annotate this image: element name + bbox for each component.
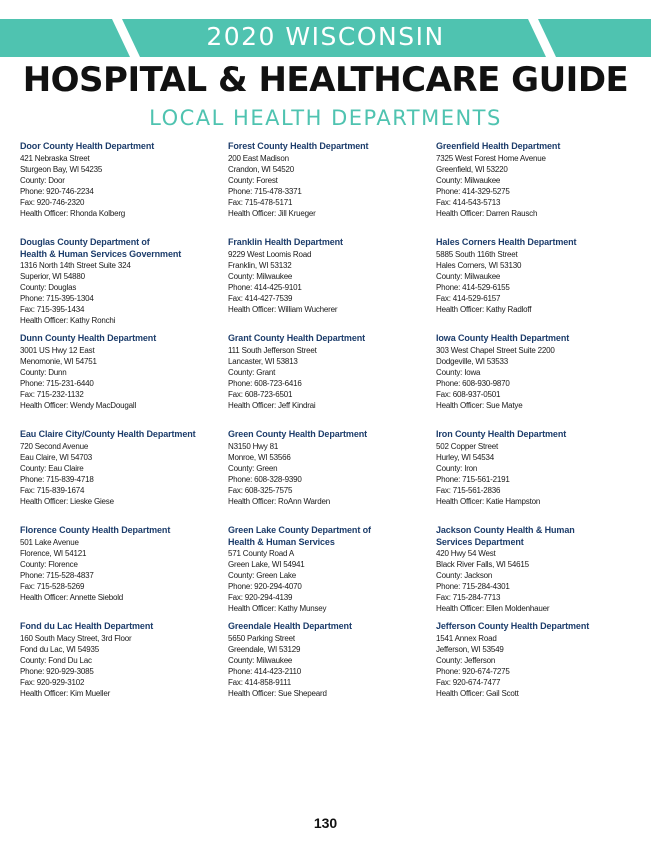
phone-line: Phone: 608-723-6416 xyxy=(228,378,302,388)
county-line: County: Green xyxy=(228,463,278,473)
phone-line: Phone: 608-328-9390 xyxy=(228,474,302,484)
address-line: 160 South Macy Street, 3rd Floor xyxy=(20,633,132,643)
health-officer-line: Health Officer: Annette Siebold xyxy=(20,592,124,602)
county-line: County: Dunn xyxy=(20,367,67,377)
fax-line: Fax: 608-937-0501 xyxy=(436,389,501,399)
fax-line: Fax: 715-395-1434 xyxy=(20,305,85,314)
health-officer-line: Health Officer: Kim Mueller xyxy=(20,688,111,698)
address-line: N3150 Hwy 81 xyxy=(228,441,279,451)
department-name: Douglas County Department of Health & Human Services Government xyxy=(20,237,182,259)
department-name: Jackson County Health & Human Services Department xyxy=(436,525,575,547)
fax-line: Fax: 414-529-6157 xyxy=(436,293,501,303)
department-entry xyxy=(436,237,641,333)
department-entry xyxy=(228,237,433,333)
health-officer-line: Health Officer: Kathy Munsey xyxy=(228,604,327,613)
city-line: Menomonie, WI 54751 xyxy=(20,356,97,366)
department-entry xyxy=(436,141,641,237)
fax-line: Fax: 920-929-3102 xyxy=(20,677,85,687)
fax-line: Fax: 920-746-2320 xyxy=(20,197,85,207)
department-entry xyxy=(436,333,641,429)
health-officer-line: Health Officer: Jill Krueger xyxy=(228,208,316,218)
department-entry xyxy=(228,621,433,717)
health-officer-line: Health Officer: Wendy MacDougall xyxy=(20,400,137,410)
address-line: 420 Hwy 54 West xyxy=(436,549,496,558)
address-line: 111 South Jefferson Street xyxy=(228,345,317,355)
phone-line: Phone: 608-930-9870 xyxy=(436,378,510,388)
county-line: County: Grant xyxy=(228,367,276,377)
department-name: Fond du Lac Health Department xyxy=(20,621,154,631)
page-title: HOSPITAL & HEALTHCARE GUIDE xyxy=(22,60,629,100)
phone-line: Phone: 920-929-3085 xyxy=(20,666,94,676)
health-officer-line: Health Officer: Gail Scott xyxy=(436,688,519,698)
department-entry xyxy=(228,333,433,429)
department-name: Forest County Health Department xyxy=(228,141,369,151)
address-line: 5885 South 116th Street xyxy=(436,249,518,259)
department-entry xyxy=(436,429,641,525)
city-line: Greendale, WI 53129 xyxy=(228,644,301,654)
fax-line: Fax: 715-561-2836 xyxy=(436,485,501,495)
city-line: Black River Falls, WI 54615 xyxy=(436,560,529,569)
address-line: 421 Nebraska Street xyxy=(20,153,90,163)
section-subtitle: LOCAL HEALTH DEPARTMENTS xyxy=(149,106,502,130)
column-1 xyxy=(20,141,225,717)
county-line: County: Green Lake xyxy=(228,571,296,580)
department-entry xyxy=(436,621,641,717)
department-name: Green County Health Department xyxy=(228,429,368,439)
phone-line: Phone: 920-674-7275 xyxy=(436,666,510,676)
phone-line: Phone: 414-425-9101 xyxy=(228,282,302,292)
address-line: 1541 Annex Road xyxy=(436,633,497,643)
county-line: County: Milwaukee xyxy=(228,655,293,665)
fax-line: Fax: 414-543-5713 xyxy=(436,197,501,207)
column-3 xyxy=(436,141,641,717)
department-name: Iowa County Health Department xyxy=(436,333,570,343)
address-line: 720 Second Avenue xyxy=(20,441,89,451)
fax-line: Fax: 920-674-7477 xyxy=(436,677,501,687)
city-line: Lancaster, WI 53813 xyxy=(228,356,298,366)
phone-line: Phone: 715-231-6440 xyxy=(20,378,94,388)
city-line: Jefferson, WI 53549 xyxy=(436,644,504,654)
phone-line: Phone: 715-561-2191 xyxy=(436,474,510,484)
address-line: 502 Copper Street xyxy=(436,441,498,451)
fax-line: Fax: 715-839-1674 xyxy=(20,485,85,495)
fax-line: Fax: 414-858-9111 xyxy=(228,677,292,687)
county-line: County: Florence xyxy=(20,559,78,569)
health-officer-line: Health Officer: Sue Matye xyxy=(436,400,523,410)
health-officer-line: Health Officer: Jeff Kindrai xyxy=(228,400,316,410)
address-line: 303 West Chapel Street Suite 2200 xyxy=(436,345,555,355)
phone-line: Phone: 920-746-2234 xyxy=(20,186,94,196)
county-line: County: Jackson xyxy=(436,571,493,580)
phone-line: Phone: 715-478-3371 xyxy=(228,186,302,196)
department-entry xyxy=(20,525,225,621)
department-name: Iron County Health Department xyxy=(436,429,567,439)
county-line: County: Milwaukee xyxy=(228,271,293,281)
phone-line: Phone: 920-294-4070 xyxy=(228,582,302,591)
health-officer-line: Health Officer: Kathy Radloff xyxy=(436,304,532,314)
fax-line: Fax: 608-723-6501 xyxy=(228,389,293,399)
column-2 xyxy=(228,141,433,717)
health-officer-line: Health Officer: RoAnn Warden xyxy=(228,496,331,506)
department-entry xyxy=(228,429,433,525)
county-line: County: Jefferson xyxy=(436,655,496,665)
county-line: County: Iowa xyxy=(436,367,481,377)
department-entry xyxy=(20,237,225,333)
county-line: County: Forest xyxy=(228,175,278,185)
city-line: Green Lake, WI 54941 xyxy=(228,560,305,569)
health-officer-line: Health Officer: Kathy Ronchi xyxy=(20,316,116,325)
city-line: Florence, WI 54121 xyxy=(20,548,87,558)
address-line: 9229 West Loomis Road xyxy=(228,249,312,259)
fax-line: Fax: 715-232-1132 xyxy=(20,389,84,399)
department-entry xyxy=(20,333,225,429)
county-line: County: Fond Du Lac xyxy=(20,655,92,665)
county-line: County: Milwaukee xyxy=(436,175,501,185)
fax-line: Fax: 715-478-5171 xyxy=(228,197,293,207)
phone-line: Phone: 715-528-4837 xyxy=(20,570,94,580)
county-line: County: Door xyxy=(20,175,65,185)
health-officer-line: Health Officer: Lieske Giese xyxy=(20,496,114,506)
phone-line: Phone: 715-395-1304 xyxy=(20,294,94,303)
phone-line: Phone: 414-329-5275 xyxy=(436,186,510,196)
department-name: Door County Health Department xyxy=(20,141,155,151)
fax-line: Fax: 715-284-7713 xyxy=(436,593,501,602)
department-name: Green Lake County Department of Health & Human Services xyxy=(228,525,371,547)
address-line: 571 County Road A xyxy=(228,549,294,558)
city-line: Greenfield, WI 53220 xyxy=(436,164,508,174)
address-line: 5650 Parking Street xyxy=(228,633,295,643)
fax-line: Fax: 608-325-7575 xyxy=(228,485,293,495)
city-line: Franklin, WI 53132 xyxy=(228,260,292,270)
department-name: Dunn County Health Department xyxy=(20,333,157,343)
department-entry xyxy=(436,525,641,621)
city-line: Dodgeville, WI 53533 xyxy=(436,356,509,366)
city-line: Crandon, WI 54520 xyxy=(228,164,294,174)
address-line: 7325 West Forest Home Avenue xyxy=(436,153,546,163)
department-name: Greendale Health Department xyxy=(228,621,352,631)
county-line: County: Iron xyxy=(436,463,478,473)
health-officer-line: Health Officer: Ellen Moldenhauer xyxy=(436,604,550,613)
department-entry xyxy=(228,525,433,621)
city-line: Superior, WI 54880 xyxy=(20,272,85,281)
department-name: Eau Claire City/County Health Department xyxy=(20,429,196,439)
header-banner xyxy=(0,19,651,57)
department-entry xyxy=(20,621,225,717)
health-officer-line: Health Officer: Rhonda Kolberg xyxy=(20,208,126,218)
health-officer-line: Health Officer: Katie Hampston xyxy=(436,496,541,506)
department-name: Greenfield Health Department xyxy=(436,141,561,151)
city-line: Sturgeon Bay, WI 54235 xyxy=(20,164,103,174)
banner-text: 2020 WISCONSIN xyxy=(206,22,445,51)
address-line: 501 Lake Avenue xyxy=(20,537,79,547)
address-line: 3001 US Hwy 12 East xyxy=(20,345,95,355)
fax-line: Fax: 715-528-5269 xyxy=(20,581,85,591)
health-officer-line: Health Officer: Darren Rausch xyxy=(436,208,538,218)
phone-line: Phone: 414-529-6155 xyxy=(436,282,510,292)
department-entry xyxy=(228,141,433,237)
department-name: Florence County Health Department xyxy=(20,525,171,535)
department-entry xyxy=(20,141,225,237)
city-line: Hales Corners, WI 53130 xyxy=(436,260,522,270)
department-name: Jefferson County Health Department xyxy=(436,621,590,631)
county-line: County: Douglas xyxy=(20,283,77,292)
county-line: County: Eau Claire xyxy=(20,463,84,473)
city-line: Fond du Lac, WI 54935 xyxy=(20,644,99,654)
city-line: Monroe, WI 53566 xyxy=(228,452,291,462)
fax-line: Fax: 414-427-7539 xyxy=(228,293,293,303)
phone-line: Phone: 715-839-4718 xyxy=(20,474,94,484)
county-line: County: Milwaukee xyxy=(436,271,501,281)
health-officer-line: Health Officer: Sue Shepeard xyxy=(228,688,327,698)
department-name: Hales Corners Health Department xyxy=(436,237,577,247)
department-name: Grant County Health Department xyxy=(228,333,366,343)
fax-line: Fax: 920-294-4139 xyxy=(228,593,293,602)
city-line: Eau Claire, WI 54703 xyxy=(20,452,93,462)
address-line: 200 East Madison xyxy=(228,153,289,163)
department-name: Franklin Health Department xyxy=(228,237,343,247)
health-officer-line: Health Officer: William Wucherer xyxy=(228,304,338,314)
city-line: Hurley, WI 54534 xyxy=(436,452,495,462)
phone-line: Phone: 715-284-4301 xyxy=(436,582,510,591)
address-line: 1316 North 14th Street Suite 324 xyxy=(20,261,131,270)
page-number: 130 xyxy=(313,815,338,831)
phone-line: Phone: 414-423-2110 xyxy=(228,666,302,676)
department-entry xyxy=(20,429,225,525)
